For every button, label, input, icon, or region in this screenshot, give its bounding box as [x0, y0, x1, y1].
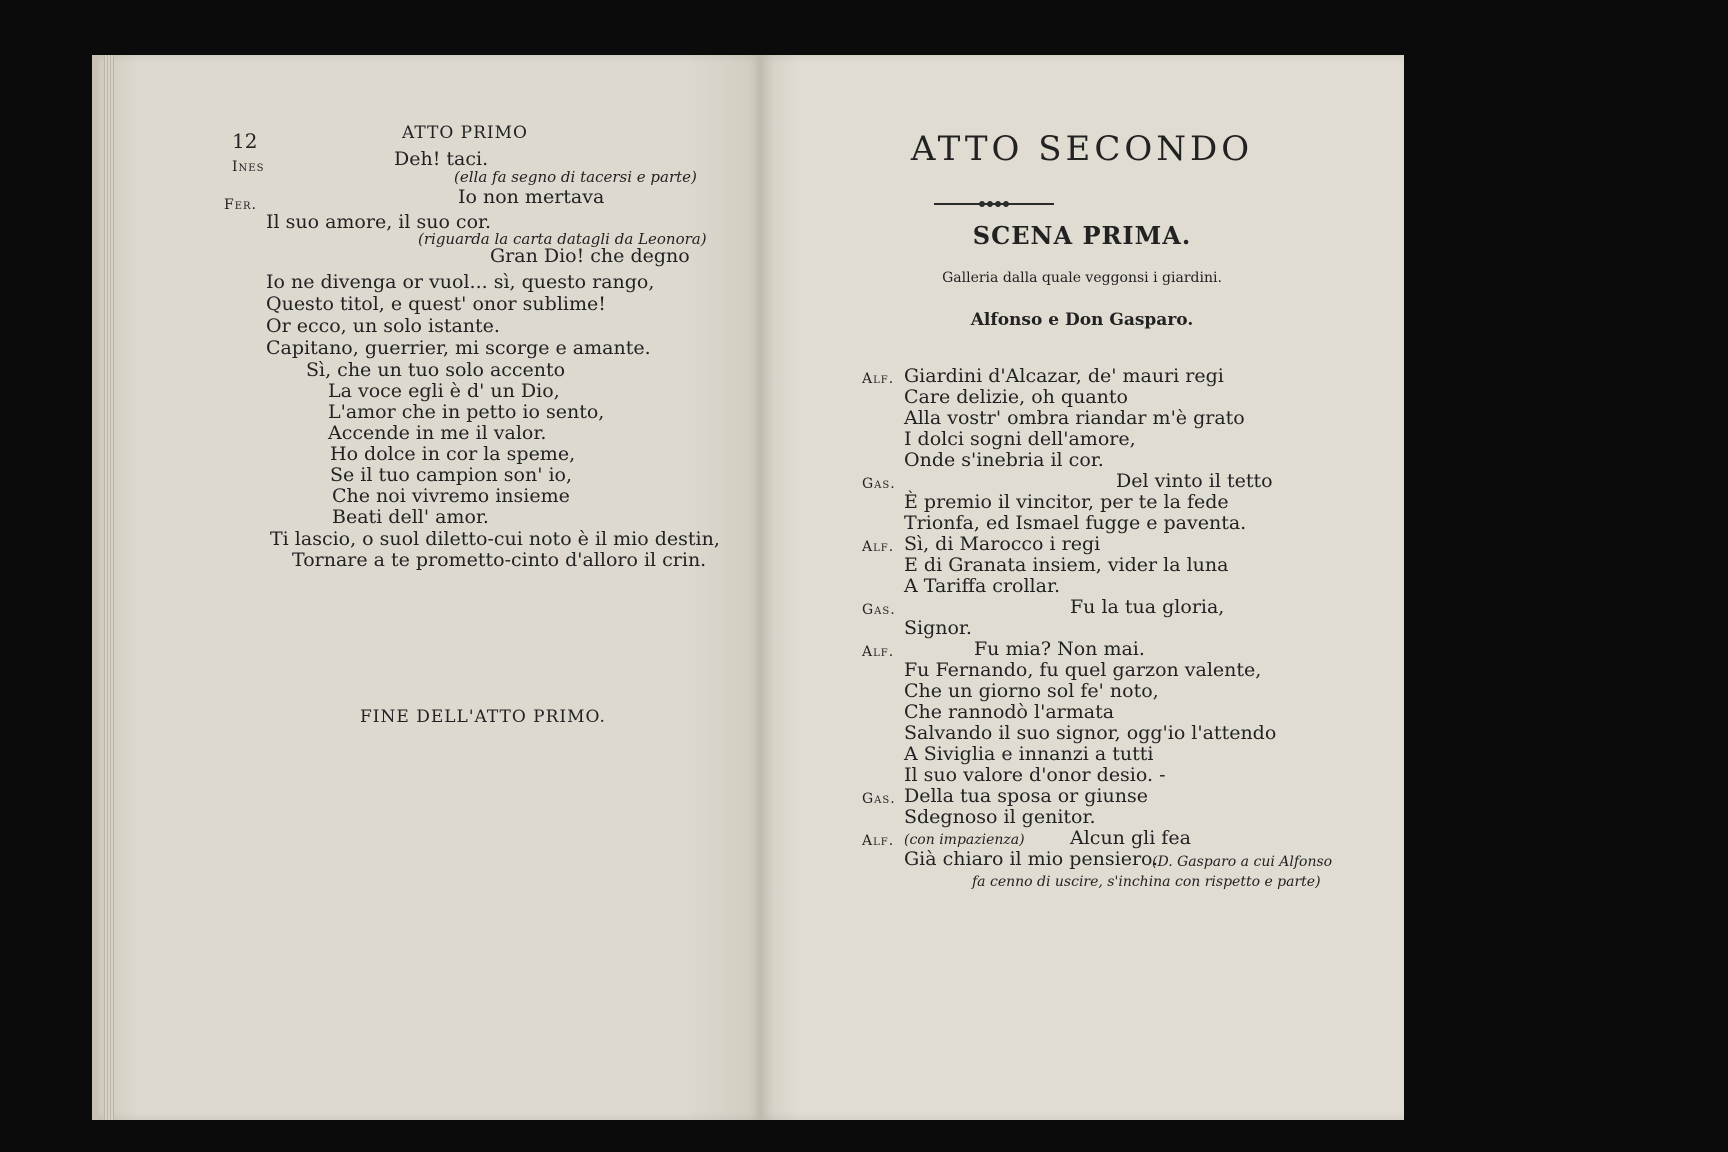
stage-direction: fa cenno di uscire, s'inchina con rispetto e parte) — [972, 874, 1321, 890]
verse-line: Questo titol, e quest' onor sublime! — [266, 293, 606, 315]
verse-line: Che noi vivremo insieme — [332, 485, 570, 507]
verse-line: L'amor che in petto io sento, — [328, 401, 605, 423]
right-page — [760, 55, 1404, 1120]
verse-line: Che un giorno sol fe' noto, — [904, 680, 1159, 702]
stage-direction: (riguarda la carta datagli da Leonora) — [418, 230, 707, 248]
verse-line: Sì, che un tuo solo accento — [306, 359, 566, 381]
verse-line: Fu mia? Non mai. — [974, 638, 1145, 660]
page-edges — [104, 55, 114, 1120]
verse-line: Deh! taci. — [394, 148, 489, 170]
end-of-act: FINE DELL'ATTO PRIMO. — [360, 707, 606, 727]
scene-characters: Alfonso e Don Gasparo. — [970, 310, 1194, 330]
verse-line: Il suo valore d'onor desio. - — [904, 764, 1166, 786]
verse-line: Ho dolce in cor la speme, — [330, 443, 576, 465]
verse-line: Care delizie, oh quanto — [904, 386, 1128, 408]
verse-line: È premio il vincitor, per te la fede — [904, 491, 1229, 513]
stage-direction: (con impazienza) — [904, 832, 1025, 848]
verse-line: I dolci sogni dell'amore, — [904, 428, 1136, 450]
verse-line: Del vinto il tetto — [1116, 470, 1273, 492]
verse-line: Il suo amore, il suo cor. — [266, 211, 492, 233]
verse-line: Gran Dio! che degno — [490, 245, 690, 267]
running-head: ATTO PRIMO — [402, 123, 528, 143]
verse-line: A Tariffa crollar. — [904, 575, 1060, 597]
verse-line: Beati dell' amor. — [332, 506, 489, 528]
act-title: ATTO SECONDO — [910, 129, 1254, 169]
speaker-label: Alf. — [862, 371, 895, 387]
verse-line: Capitano, guerrier, mi scorge e amante. — [266, 337, 651, 359]
ornament-rule — [934, 199, 1054, 209]
verse-line: Sdegnoso il genitor. — [904, 806, 1096, 828]
speaker-label: Alf. — [862, 539, 895, 555]
verse-line: Se il tuo campion son' io, — [330, 464, 573, 486]
open-book — [92, 55, 1404, 1120]
verse-line: Salvando il suo signor, ogg'io l'attendo — [904, 722, 1277, 744]
speaker-label: Fer. — [224, 197, 257, 213]
stage-direction: (D. Gasparo a cui Alfonso — [1152, 854, 1333, 870]
verse-line: Onde s'inebria il cor. — [904, 449, 1104, 471]
verse-line: Fu Fernando, fu quel garzon valente, — [904, 659, 1262, 681]
verse-line: Fu la tua gloria, — [1070, 596, 1225, 618]
verse-line: Alla vostr' ombra riandar m'è grato — [904, 407, 1245, 429]
speaker-label: Alf. — [862, 833, 895, 849]
verse-line: Alcun gli fea — [1070, 827, 1191, 849]
verse-line: Sì, di Marocco i regi — [904, 533, 1101, 555]
left-page — [92, 55, 762, 1120]
verse-line: E di Granata insiem, vider la luna — [904, 554, 1229, 576]
speaker-label: Gas. — [862, 476, 896, 492]
verse-line: La voce egli è d' un Dio, — [328, 380, 560, 402]
verse-line: Già chiaro il mio pensiero. — [904, 848, 1159, 870]
verse-line: Tornare a te prometto-cinto d'alloro il crin. — [292, 549, 707, 571]
scene-title: SCENA PRIMA. — [972, 221, 1192, 250]
scene-setting: Galleria dalla quale veggonsi i giardini. — [942, 270, 1222, 286]
page-number: 12 — [232, 129, 258, 153]
speaker-label: Gas. — [862, 602, 896, 618]
speaker-label: Ines — [232, 159, 265, 175]
verse-line: Trionfa, ed Ismael fugge e paventa. — [904, 512, 1247, 534]
verse-line: A Siviglia e innanzi a tutti — [904, 743, 1154, 765]
verse-line: Or ecco, un solo istante. — [266, 315, 500, 337]
verse-line: Io ne divenga or vuol... sì, questo rango, — [266, 271, 655, 293]
verse-line: Ti lascio, o suol diletto-cui noto è il mio destin, — [270, 528, 720, 550]
speaker-label: Gas. — [862, 791, 896, 807]
verse-line: Signor. — [904, 617, 972, 639]
verse-line: Della tua sposa or giunse — [904, 785, 1148, 807]
verse-line: Giardini d'Alcazar, de' mauri regi — [904, 365, 1224, 387]
stage-direction: (ella fa segno di tacersi e parte) — [454, 168, 697, 186]
verse-line: Accende in me il valor. — [328, 422, 547, 444]
verse-line: Che rannodò l'armata — [904, 701, 1115, 723]
verse-line: Io non mertava — [458, 186, 605, 208]
speaker-label: Alf. — [862, 644, 895, 660]
